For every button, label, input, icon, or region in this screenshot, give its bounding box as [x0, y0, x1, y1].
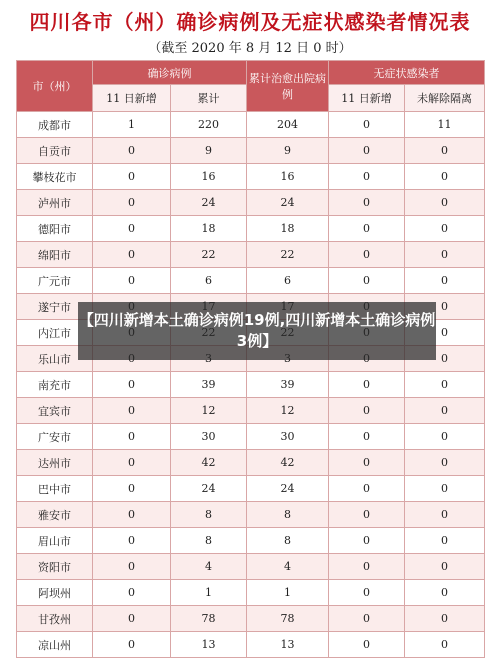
row-asym-new: 0: [329, 580, 405, 606]
row-city: 雅安市: [17, 502, 93, 528]
header-city: 市（州）: [17, 61, 93, 112]
row-cured: 78: [247, 606, 329, 632]
row-asym-isolation: 0: [405, 190, 485, 216]
table-row: [17, 476, 485, 502]
row-asym-new: 0: [329, 112, 405, 138]
row-asym-isolation: 0: [405, 528, 485, 554]
row-new: 0: [93, 502, 171, 528]
row-cured: 24: [247, 476, 329, 502]
row-asym-new: 0: [329, 398, 405, 424]
row-asym-isolation: 0: [405, 424, 485, 450]
row-new: 0: [93, 398, 171, 424]
row-cured: 30: [247, 424, 329, 450]
row-total: 22: [171, 242, 247, 268]
row-new: 0: [93, 190, 171, 216]
row-new: 0: [93, 164, 171, 190]
row-new: 0: [93, 476, 171, 502]
row-asym-new: 0: [329, 476, 405, 502]
row-cured: 24: [247, 190, 329, 216]
row-cured: 16: [247, 164, 329, 190]
table-row: [17, 216, 485, 242]
header-cured: 累计治愈出院病例: [247, 61, 329, 112]
row-total: 24: [171, 476, 247, 502]
row-asym-new: 0: [329, 424, 405, 450]
row-total: 24: [171, 190, 247, 216]
row-new: 0: [93, 242, 171, 268]
row-cured: 204: [247, 112, 329, 138]
header-asymptomatic: 无症状感染者: [329, 61, 485, 85]
row-total: 8: [171, 528, 247, 554]
row-new: 0: [93, 580, 171, 606]
row-new: 0: [93, 554, 171, 580]
table-row: [17, 242, 485, 268]
row-asym-new: 0: [329, 554, 405, 580]
row-cured: 18: [247, 216, 329, 242]
row-asym-new: 0: [329, 268, 405, 294]
row-total: 9: [171, 138, 247, 164]
row-asym-isolation: 0: [405, 580, 485, 606]
row-new: 0: [93, 528, 171, 554]
row-city: 内江市: [17, 320, 93, 346]
row-cured: 1: [247, 580, 329, 606]
row-new: 0: [93, 632, 171, 658]
row-new: 0: [93, 450, 171, 476]
row-asym-new: 0: [329, 632, 405, 658]
row-asym-isolation: 0: [405, 164, 485, 190]
row-asym-new: 0: [329, 216, 405, 242]
row-city: 乐山市: [17, 346, 93, 372]
row-asym-new: 0: [329, 450, 405, 476]
row-asym-isolation: 0: [405, 138, 485, 164]
row-city: 自贡市: [17, 138, 93, 164]
row-asym-new: 0: [329, 606, 405, 632]
row-asym-isolation: 0: [405, 554, 485, 580]
row-cured: 8: [247, 528, 329, 554]
table-row: [17, 502, 485, 528]
row-total: 30: [171, 424, 247, 450]
row-total: 42: [171, 450, 247, 476]
row-city: 宜宾市: [17, 398, 93, 424]
row-cured: 39: [247, 372, 329, 398]
header-asym-unreleased: 未解除隔离: [405, 85, 485, 112]
table-row: [17, 112, 485, 138]
row-city: 南充市: [17, 372, 93, 398]
row-cured: 12: [247, 398, 329, 424]
table-row: [17, 138, 485, 164]
row-city: 成都市: [17, 112, 93, 138]
row-total: 1: [171, 580, 247, 606]
row-asym-new: 0: [329, 372, 405, 398]
row-cured: 22: [247, 242, 329, 268]
row-asym-isolation: 11: [405, 112, 485, 138]
table-row: [17, 190, 485, 216]
row-asym-new: 0: [329, 138, 405, 164]
row-asym-isolation: 0: [405, 346, 485, 372]
row-cured: 6: [247, 268, 329, 294]
table-row: [17, 580, 485, 606]
row-asym-isolation: 0: [405, 372, 485, 398]
row-city: 资阳市: [17, 554, 93, 580]
row-new: 0: [93, 372, 171, 398]
row-new: 0: [93, 424, 171, 450]
row-asym-isolation: 0: [405, 398, 485, 424]
row-total: 18: [171, 216, 247, 242]
row-asym-isolation: 0: [405, 502, 485, 528]
row-asym-isolation: 0: [405, 294, 485, 320]
row-city: 广元市: [17, 268, 93, 294]
table-row: [17, 632, 485, 658]
row-asym-new: 0: [329, 528, 405, 554]
row-asym-new: 0: [329, 164, 405, 190]
row-city: 甘孜州: [17, 606, 93, 632]
row-cured: 4: [247, 554, 329, 580]
row-city: 攀枝花市: [17, 164, 93, 190]
row-asym-isolation: 0: [405, 450, 485, 476]
header-new-11: 11 日新增: [93, 85, 171, 112]
row-asym-new: 0: [329, 502, 405, 528]
overlay-caption: 【四川新增本土确诊病例19例,四川新增本土确诊病例3例】: [78, 302, 436, 360]
row-asym-new: 0: [329, 190, 405, 216]
row-new: 0: [93, 268, 171, 294]
row-asym-isolation: 0: [405, 606, 485, 632]
row-city: 达州市: [17, 450, 93, 476]
row-total: 39: [171, 372, 247, 398]
row-total: 4: [171, 554, 247, 580]
row-asym-isolation: 0: [405, 476, 485, 502]
row-total: 16: [171, 164, 247, 190]
table-row: [17, 424, 485, 450]
row-total: 8: [171, 502, 247, 528]
row-city: 绵阳市: [17, 242, 93, 268]
row-new: 0: [93, 216, 171, 242]
row-asym-isolation: 0: [405, 320, 485, 346]
row-new: 1: [93, 112, 171, 138]
header-confirmed: 确诊病例: [93, 61, 247, 85]
row-new: 0: [93, 138, 171, 164]
row-cured: 9: [247, 138, 329, 164]
row-city: 泸州市: [17, 190, 93, 216]
table-row: [17, 528, 485, 554]
table-row: [17, 164, 485, 190]
page-subtitle: （截至 2020 年 8 月 12 日 0 时）: [148, 41, 352, 56]
table-body: [17, 112, 485, 658]
row-city: 凉山州: [17, 632, 93, 658]
row-total: 78: [171, 606, 247, 632]
row-city: 德阳市: [17, 216, 93, 242]
row-cured: 13: [247, 632, 329, 658]
row-asym-isolation: 0: [405, 242, 485, 268]
row-cured: 42: [247, 450, 329, 476]
row-total: 13: [171, 632, 247, 658]
table-row: [17, 268, 485, 294]
row-asym-isolation: 0: [405, 268, 485, 294]
row-asym-isolation: 0: [405, 216, 485, 242]
table-row: [17, 372, 485, 398]
table-row: [17, 606, 485, 632]
table-row: [17, 398, 485, 424]
row-total: 6: [171, 268, 247, 294]
row-asym-isolation: 0: [405, 632, 485, 658]
row-city: 广安市: [17, 424, 93, 450]
row-city: 遂宁市: [17, 294, 93, 320]
page-title: 四川各市（州）确诊病例及无症状感染者情况表: [29, 10, 471, 34]
row-total: 220: [171, 112, 247, 138]
row-city: 阿坝州: [17, 580, 93, 606]
row-city: 巴中市: [17, 476, 93, 502]
row-asym-new: 0: [329, 242, 405, 268]
row-city: 眉山市: [17, 528, 93, 554]
row-cured: 8: [247, 502, 329, 528]
row-total: 12: [171, 398, 247, 424]
table-row: [17, 450, 485, 476]
header-total: 累计: [171, 85, 247, 112]
table-row: [17, 554, 485, 580]
row-new: 0: [93, 606, 171, 632]
header-asym-new-11: 11 日新增: [329, 85, 405, 112]
